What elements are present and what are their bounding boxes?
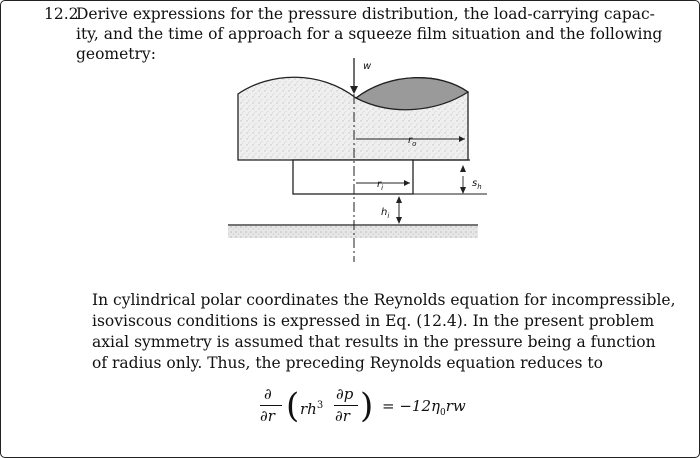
equation-rhs: = $-12\eta_0rw$ <box>382 397 466 418</box>
right-paren: ) <box>360 386 374 426</box>
problem-statement-line: ity, and the time of approach for a squeeze film situation and the following <box>76 25 663 43</box>
body-line: axial symmetry is assumed that results in the pressure being a function <box>92 333 656 351</box>
ground-texture <box>228 226 478 238</box>
body-line: In cylindrical polar coordinates the Reynolds equation for incompressible, <box>92 291 676 309</box>
inner-denominator: ∂r <box>335 407 350 425</box>
film-thickness-label: $h_i$ <box>381 207 390 220</box>
body-line: of radius only. Thus, the preceding Reynolds equation reduces to <box>92 354 603 372</box>
inner-lead: $rh^3$ <box>300 400 324 418</box>
problem-statement-line: geometry: <box>76 45 156 63</box>
outer-radius-label: $r_o$ <box>408 135 417 148</box>
load-label: w <box>363 61 372 72</box>
problem-number: 12.2 <box>44 5 79 23</box>
step-height-label: $s_h$ <box>472 178 482 191</box>
outer-numerator: ∂ <box>264 385 272 403</box>
reynolds-equation <box>258 386 518 436</box>
outer-denominator: ∂r <box>260 407 275 425</box>
inner-radius-label: $r_i$ <box>377 179 384 192</box>
outer-fraction-bar <box>260 405 282 406</box>
left-paren: ( <box>286 386 300 426</box>
inner-numerator: ∂p <box>336 385 354 403</box>
problem-statement-line: Derive expressions for the pressure distribution, the load-carrying capac- <box>76 5 655 23</box>
inner-fraction-bar <box>334 405 358 406</box>
step-block <box>293 160 413 194</box>
body-line: isoviscous conditions is expressed in Eq. (12.4). In the present problem <box>92 312 655 330</box>
